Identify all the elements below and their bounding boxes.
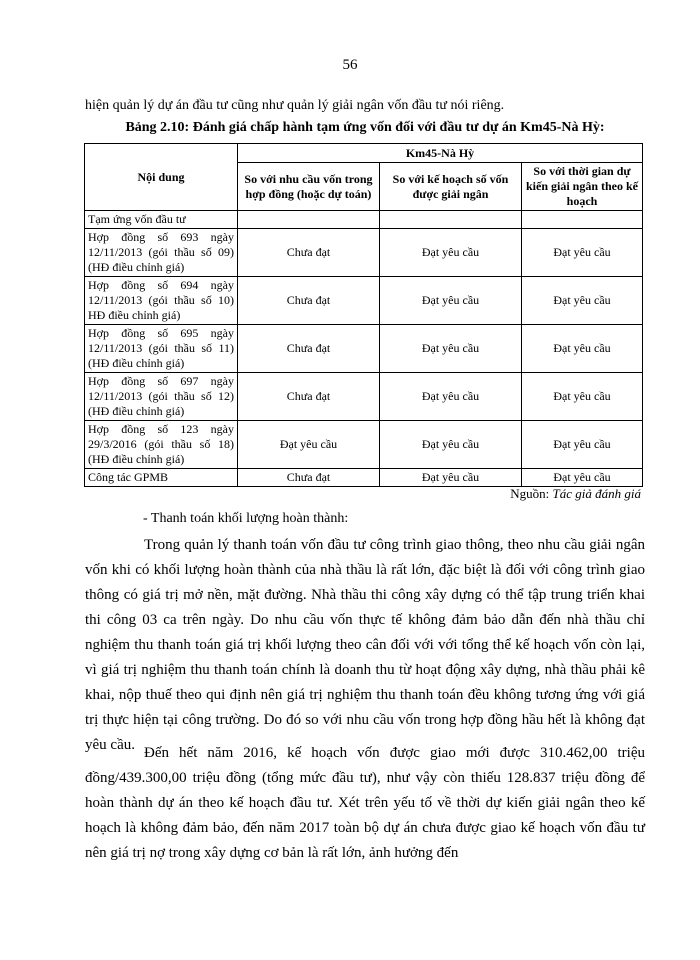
row-value: Đạt yêu cầu — [380, 277, 522, 325]
row-content: Hợp đồng số 123 ngày 29/3/2016 (gói thầu số 18) (HĐ điều chỉnh giá) — [85, 421, 238, 469]
bullet-heading: - Thanh toán khối lượng hoàn thành: — [143, 511, 349, 526]
row-value: Đạt yêu cầu — [380, 421, 522, 469]
row-value: Đạt yêu cầu — [522, 469, 643, 487]
table-caption: Bảng 2.10: Đánh giá chấp hành tạm ứng vốn đối với đầu tư dự án Km45-Nà Hỳ: — [125, 120, 605, 135]
row-value: Chưa đạt — [238, 373, 380, 421]
page-number: 56 — [342, 57, 358, 73]
row-content: Hợp đồng số 697 ngày 12/11/2013 (gói thầu số 12) (HĐ điều chỉnh giá) — [85, 373, 238, 421]
paragraph-1: Trong quản lý thanh toán vốn đầu tư công trình giao thông, theo nhu cầu giải ngân vốn khi có khối lượng hoàn thành của nhà thầu là rất lớn, đặc biệt là đối với công trình giao thông có giá trị mở nền, mặt đường. Nhà thầu thi công xây dựng có thể tập trung triển khai thi công 03 ca trên ngày. Do nhu cầu vốn thực tế không đảm bảo dẫn đến nhà thầu chỉ nghiệm thu thanh toán giá trị khối lượng theo cân đối với với tổng thể kế hoạch vốn còn lại, vì giá trị nghiệm thu thanh toán chính là doanh thu từ hoạt động xây dựng, nhà thầu phải kê khai, nộp thuế theo qui định nên giá trị nghiệm thu thanh toán đều không tương ứng với giá trị thực hiện tại công trường. Do đó so với nhu cầu vốn trong hợp đồng hầu hết là không đạt yêu cầu. — [85, 537, 645, 753]
header-col-2: So với kế hoạch số vốn được giải ngân — [380, 163, 522, 211]
row-content: Hợp đồng số 694 ngày 12/11/2013 (gói thầu số 10) HĐ điều chỉnh giá) — [85, 277, 238, 325]
source-text: Tác giả đánh giá — [552, 486, 641, 501]
row-content: Công tác GPMB — [85, 469, 238, 487]
table-row — [85, 229, 643, 277]
row-value: Chưa đạt — [238, 277, 380, 325]
row-value: Đạt yêu cầu — [380, 373, 522, 421]
table-row — [85, 469, 643, 487]
row-value: Chưa đạt — [238, 325, 380, 373]
section-label: Tạm ứng vốn đầu tư — [85, 211, 238, 229]
table-row — [85, 421, 643, 469]
row-value: Đạt yêu cầu — [522, 277, 643, 325]
table-row — [85, 373, 643, 421]
row-value: Đạt yêu cầu — [522, 229, 643, 277]
row-value: Đạt yêu cầu — [380, 469, 522, 487]
header-project: Km45-Nà Hỳ — [238, 144, 643, 163]
row-value: Chưa đạt — [238, 229, 380, 277]
row-value: Đạt yêu cầu — [522, 373, 643, 421]
row-content: Hợp đồng số 693 ngày 12/11/2013 (gói thầu số 09) (HĐ điều chỉnh giá) — [85, 229, 238, 277]
table-source — [0, 486, 641, 502]
header-col-1: So với nhu cầu vốn trong hợp đồng (hoặc dự toán) — [238, 163, 380, 211]
header-content: Nội dung — [85, 144, 238, 211]
source-label: Nguồn: — [510, 486, 550, 501]
evaluation-table — [84, 143, 643, 487]
row-content: Hợp đồng số 695 ngày 12/11/2013 (gói thầu số 11) (HĐ điều chỉnh giá) — [85, 325, 238, 373]
section-row — [85, 211, 643, 229]
row-value: Đạt yêu cầu — [522, 325, 643, 373]
row-value: Đạt yêu cầu — [522, 421, 643, 469]
row-value: Đạt yêu cầu — [380, 229, 522, 277]
table-row — [85, 277, 643, 325]
header-col-3: So với thời gian dự kiến giải ngân theo kế hoạch — [522, 163, 643, 211]
paragraph-2: Đến hết năm 2016, kế hoạch vốn được giao mới được 310.462,00 triệu đồng/439.300,00 triệu đồng (tổng mức đầu tư), như vậy còn thiếu 128.837 triệu đồng để hoàn thành dự án theo kế hoạch đầu tư. Xét trên yếu tố về thời dự kiến giải ngân theo kế hoạch là không đảm bảo, đến năm 2017 toàn bộ dự án chưa được giao kế hoạch vốn đầu tư nên giá trị nợ trong xây dựng cơ bản là rất lớn, ảnh hưởng đến — [85, 745, 645, 861]
row-value: Đạt yêu cầu — [380, 325, 522, 373]
table-row — [85, 325, 643, 373]
row-value: Đạt yêu cầu — [238, 421, 380, 469]
intro-line: hiện quản lý dự án đầu tư cũng như quản lý giải ngân vốn đầu tư nói riêng. — [85, 98, 505, 113]
row-value: Chưa đạt — [238, 469, 380, 487]
